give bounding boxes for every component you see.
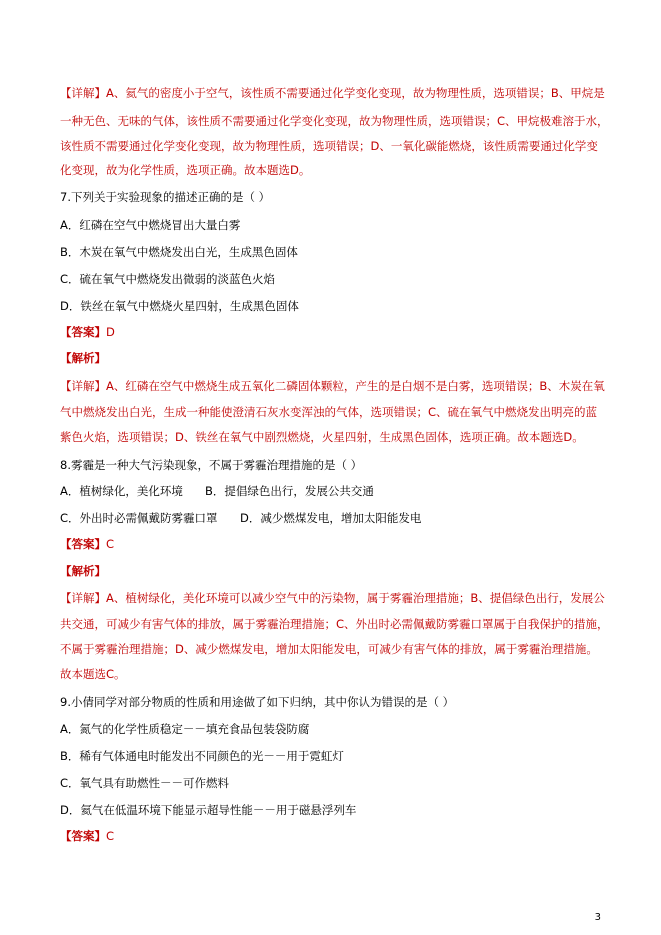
answer-label: 【答案】: [60, 537, 106, 551]
question-9-stem: 9.小倩同学对部分物质的性质和用途做了如下归纳，其中你认为错误的是（ ）: [60, 695, 455, 709]
detail-line: 化变现，故为化学性质，选项正确。故本题选D。: [60, 163, 311, 177]
q7-option-b: B．木炭在氧气中燃烧发出白光，生成黑色固体: [60, 245, 298, 259]
answer-label: 【答案】: [60, 325, 106, 339]
q7-analysis-label: [60, 349, 106, 367]
question-7-stem: 7.下列关于实验现象的描述正确的是（ ）: [60, 190, 271, 204]
detail-line: 故本题选C。: [60, 667, 126, 681]
detail-line: 不属于雾霾治理措施；D、减少燃煤发电，增加太阳能发电，可减少有害气体的排放，属于雾霾治理措施。: [60, 642, 598, 656]
detail-line: 共交通，可减少有害气体的排放，属于雾霾治理措施；C、外出时必需佩戴防雾霾口罩属于自我保护的措施，: [60, 617, 609, 631]
question-8-stem: 8.雾霾是一种大气污染现象，不属于雾霾治理措施的是（ ）: [60, 458, 363, 472]
page-number: 3: [594, 912, 601, 923]
q7-option-c: C．硫在氧气中燃烧发出微弱的淡蓝色火焰: [60, 272, 276, 286]
detail-line: 气中燃烧发出白光，生成一种能使澄清石灰水变浑浊的气体，选项错误；C、硫在氧气中燃烧发出明亮的蓝: [60, 405, 598, 419]
q8-option-d: D．减少燃煤发电，增加太阳能发电: [240, 511, 422, 525]
q7-option-d: D．铁丝在氧气中燃烧火星四射，生成黑色固体: [60, 299, 299, 313]
q8-option-b: B．提倡绿色出行，发展公共交通: [205, 484, 374, 498]
detail-line: 【详解】A、植树绿化，美化环境可以减少空气中的污染物，属于雾霾治理措施；B、提倡绿色出行，发展公: [60, 591, 605, 605]
q9-answer: [60, 827, 114, 845]
q8-analysis-label: [60, 562, 106, 580]
q9-option-b: B．稀有气体通电时能发出不同颜色的光－－用于霓虹灯: [60, 749, 344, 763]
q7-answer: [60, 323, 115, 341]
q9-option-a: A．氮气的化学性质稳定－－填充食品包装袋防腐: [60, 722, 310, 736]
q9-option-c: C．氧气具有助燃性－－可作燃料: [60, 776, 230, 790]
q8-answer: [60, 535, 114, 553]
detail-line: 该性质不需要通过化学变化变现，故为物理性质，选项错误；D、一氧化碳能燃烧，该性质需要通过化学变: [60, 139, 598, 153]
answer-value: C: [106, 537, 115, 551]
q8-option-c: C．外出时必需佩戴防雾霾口罩: [60, 511, 218, 525]
analysis-label: 【解析】: [60, 351, 106, 365]
detail-line: 一种无色、无味的气体，该性质不需要通过化学变化变现，故为物理性质，选项错误；C、甲烷极难溶于水，: [60, 114, 609, 128]
detail-line: 紫色火焰，选项错误；D、铁丝在氧气中剧烈燃烧，火星四射，生成黑色固体，选项正确。故本题选D。: [60, 430, 584, 444]
answer-value: D: [106, 325, 115, 339]
detail-line: 【详解】A、红磷在空气中燃烧生成五氧化二磷固体颗粒，产生的是白烟不是白雾，选项错误；B、木炭在氧: [60, 379, 605, 393]
analysis-label: 【解析】: [60, 564, 106, 578]
answer-value: C: [106, 829, 115, 843]
q7-option-a: A．红磷在空气中燃烧冒出大量白雾: [60, 218, 241, 232]
q9-option-d: D．氦气在低温环境下能显示超导性能－－用于磁悬浮列车: [60, 803, 357, 817]
detail-line: 【详解】A、氦气的密度小于空气，该性质不需要通过化学变化变现，故为物理性质，选项错误；B、甲烷是: [60, 86, 605, 100]
q8-option-a: A．植树绿化，美化环境: [60, 484, 183, 498]
answer-label: 【答案】: [60, 829, 106, 843]
